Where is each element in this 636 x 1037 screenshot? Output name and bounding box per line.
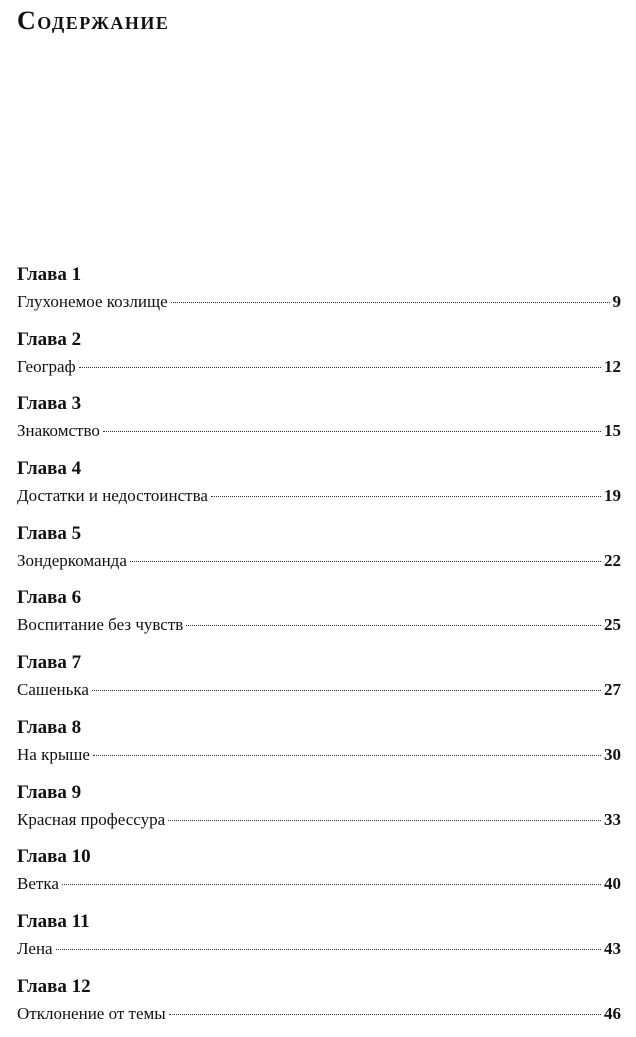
- table-of-contents: [17, 261, 621, 1037]
- page-number: 43: [604, 938, 621, 958]
- page-number: 27: [604, 680, 621, 700]
- dot-leader: [79, 366, 601, 368]
- chapter-label: Глава 1: [17, 264, 82, 285]
- toc-entry: [17, 261, 621, 326]
- chapter-label: Глава 5: [17, 522, 82, 544]
- dot-leader: [130, 560, 601, 562]
- chapter-label: Глава 8: [17, 716, 82, 738]
- chapter-title: Красная профессура: [17, 809, 166, 829]
- toc-entry: [17, 326, 621, 391]
- page-number: 30: [604, 744, 621, 764]
- chapter-label: Глава 2: [17, 328, 82, 350]
- chapter-title: Географ: [17, 356, 76, 376]
- page-number: 12: [604, 356, 621, 376]
- chapter-label: Глава 6: [17, 587, 82, 609]
- dot-leader: [92, 689, 601, 691]
- dot-leader: [62, 883, 601, 885]
- dot-leader: [56, 948, 601, 950]
- dot-leader: [168, 819, 601, 821]
- toc-entry: [17, 649, 621, 714]
- toc-entry: [17, 520, 621, 585]
- page-number: 15: [604, 421, 621, 441]
- chapter-label: Глава 7: [17, 652, 82, 674]
- toc-entry-link[interactable]: [17, 612, 621, 638]
- chapter-title: Глухонемое козлище: [17, 292, 168, 311]
- dot-leader: [186, 624, 601, 626]
- toc-entry: [17, 455, 621, 520]
- chapter-title: Сашенька: [17, 680, 89, 700]
- toc-entry-link[interactable]: [17, 742, 621, 768]
- page-number: 19: [604, 486, 621, 506]
- toc-entry: [17, 390, 621, 455]
- dot-leader: [211, 495, 601, 497]
- toc-entry-link[interactable]: [17, 807, 621, 833]
- toc-entry: [17, 779, 621, 844]
- toc-entry: [17, 584, 621, 649]
- page-number: 40: [604, 874, 621, 894]
- toc-entry-link[interactable]: [17, 483, 621, 509]
- chapter-title: Знакомство: [17, 421, 100, 441]
- page-number: 25: [604, 615, 621, 635]
- page-title: Содержание: [17, 6, 170, 35]
- toc-entry: [17, 843, 621, 908]
- toc-entry-link[interactable]: [17, 354, 621, 380]
- chapter-label: Глава 9: [17, 781, 82, 803]
- toc-entry: [17, 714, 621, 779]
- dot-leader: [93, 754, 601, 756]
- page-number: 33: [604, 809, 621, 829]
- toc-entry-link[interactable]: [17, 548, 621, 574]
- chapter-title: Достатки и недостоинства: [17, 486, 208, 506]
- chapter-title: Отклонение от темы: [17, 1003, 166, 1023]
- page-number: 46: [604, 1003, 621, 1023]
- chapter-title: Воспитание без чувств: [17, 615, 184, 635]
- dot-leader: [103, 430, 601, 432]
- page-number: 22: [604, 550, 621, 570]
- toc-entry: [17, 973, 621, 1037]
- chapter-label: Глава 11: [17, 910, 90, 932]
- chapter-label: Глава 10: [17, 846, 91, 868]
- chapter-title: Зондеркоманда: [17, 550, 127, 570]
- chapter-title: Лена: [17, 938, 53, 958]
- chapter-label: Глава 3: [17, 393, 82, 415]
- chapter-title: Ветка: [17, 874, 59, 894]
- toc-entry-link[interactable]: [17, 289, 621, 315]
- dot-leader: [171, 301, 610, 303]
- toc-entry-link[interactable]: [17, 418, 621, 444]
- toc-entry: [17, 908, 621, 973]
- dot-leader: [169, 1013, 601, 1015]
- toc-entry-link[interactable]: [17, 677, 621, 703]
- chapter-label: Глава 4: [17, 458, 82, 480]
- toc-entry-link[interactable]: [17, 936, 621, 962]
- chapter-title: На крыше: [17, 744, 90, 764]
- page-number: 9: [612, 292, 621, 311]
- toc-entry-link[interactable]: [17, 1001, 621, 1027]
- chapter-label: Глава 12: [17, 975, 91, 997]
- toc-entry-link[interactable]: [17, 871, 621, 897]
